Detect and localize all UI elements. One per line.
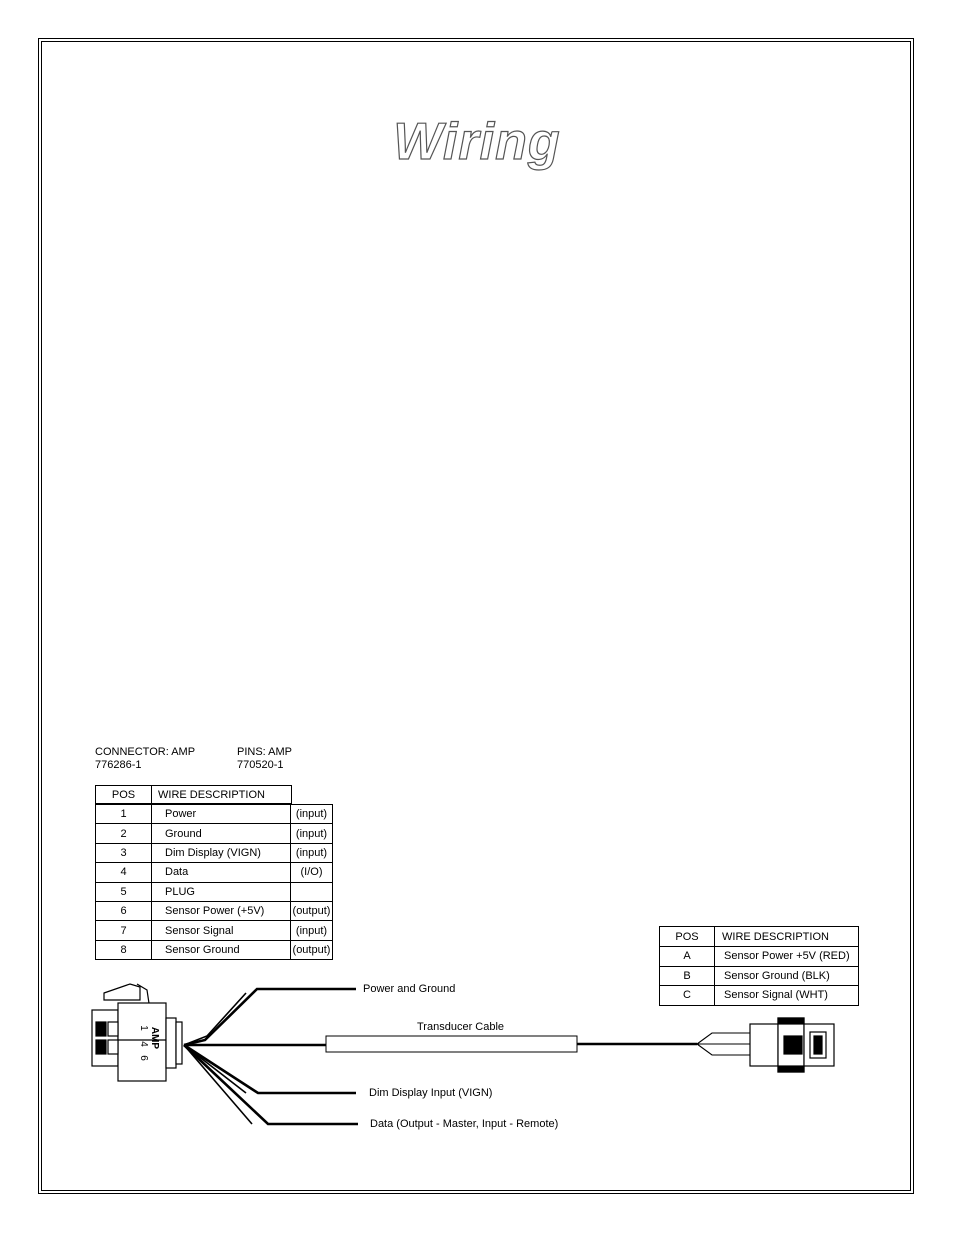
connector-label: CONNECTOR: AMP [95,746,196,758]
pin-direction: (input) [291,843,333,862]
label-data: Data (Output - Master, Input - Remote) [370,1118,559,1130]
pin-pos: 7 [96,921,152,940]
pin-direction: (input) [291,824,333,843]
pin-direction: (I/O) [291,863,333,882]
header-pos: POS [96,786,152,804]
connector-pin-1-mark: 1 [138,1025,149,1031]
pin-description: Sensor Signal [152,921,291,940]
sensor-header-pos: POS [660,927,715,947]
pin-pos: 2 [96,824,152,843]
pin-direction: (input) [291,921,333,940]
pin-description: Sensor Ground [152,940,291,959]
pin-description: Dim Display (VIGN) [152,843,291,862]
sensor-pin-pos: A [660,947,715,967]
pin-pos: 1 [96,805,152,824]
pin-pos: 5 [96,882,152,901]
sensor-pin-pos: B [660,966,715,986]
page-title: Wiring [393,113,561,171]
pins-label: PINS: AMP [237,746,293,758]
sensor-connector [750,1018,834,1072]
connector-pin-4-mark: 4 [138,1041,149,1047]
sensor-pin-pos: C [660,986,715,1006]
pin-description: Data [152,863,291,882]
sensor-pin-description: Sensor Ground (BLK) [715,966,859,986]
label-dim-display-input: Dim Display Input (VIGN) [369,1087,493,1099]
pin-pos: 8 [96,940,152,959]
sensor-pin-description: Sensor Power +5V (RED) [715,947,859,967]
label-power-ground: Power and Ground [363,983,456,995]
pin-direction: (output) [291,901,333,920]
pin-description: Sensor Power (+5V) [152,901,291,920]
connector-amp-mark: AMP [149,1026,160,1050]
header-wire-description: WIRE DESCRIPTION [152,786,292,804]
pin-pos: 3 [96,843,152,862]
main-connector [92,984,182,1081]
pin-pos: 6 [96,901,152,920]
pin-pos: 4 [96,863,152,882]
connector-pin-6-mark: 6 [138,1055,149,1061]
connector-part-number: 776286-1 [95,759,142,771]
wire-bundle [184,989,358,1124]
transducer-cable [326,1036,577,1052]
pin-description: Ground [152,824,291,843]
sensor-pin-description: Sensor Signal (WHT) [715,986,859,1006]
pins-part-number: 770520-1 [237,759,284,771]
pin-description: PLUG [152,882,291,901]
label-transducer-cable: Transducer Cable [417,1021,505,1033]
wire-data [184,1045,358,1124]
pin-direction: (output) [291,940,333,959]
pin-description: Power [152,805,291,824]
pin-direction: (input) [291,805,333,824]
sensor-header-wire-description: WIRE DESCRIPTION [715,927,859,947]
sensor-wires [697,1033,750,1055]
